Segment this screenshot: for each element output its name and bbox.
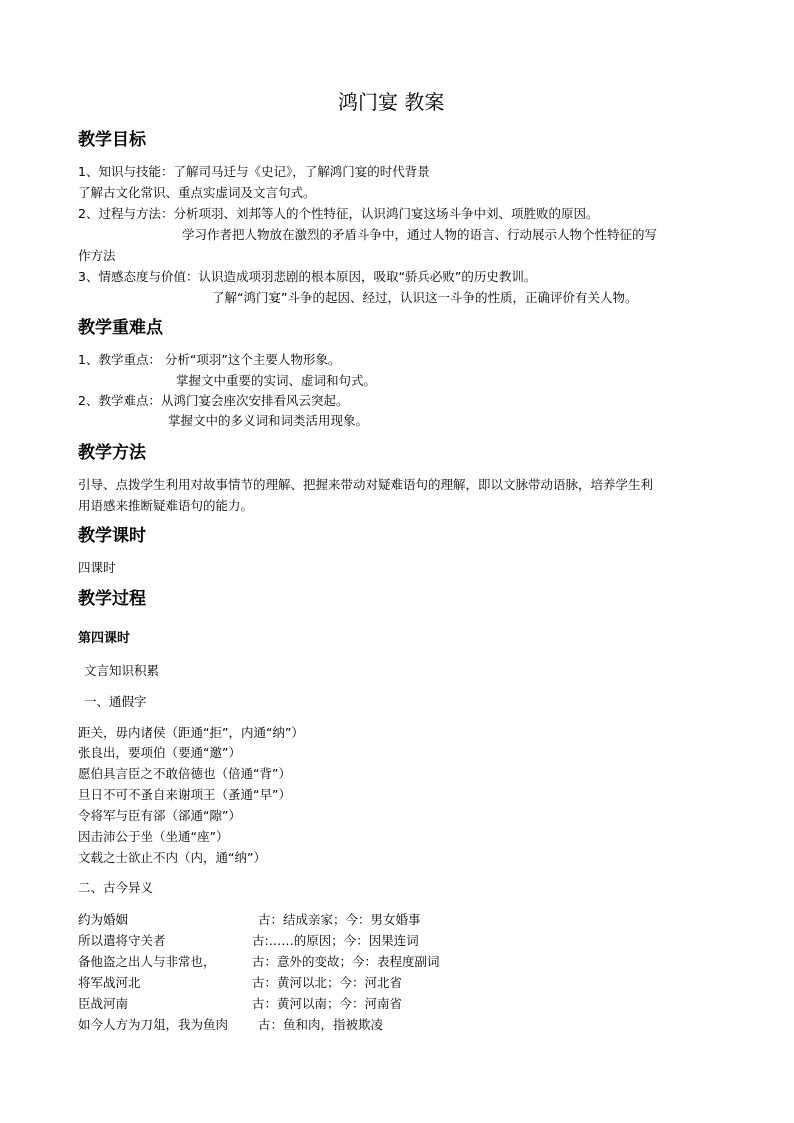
section-heading-key-points: 教学重难点 bbox=[78, 318, 163, 338]
table-cell-meaning: 古：黄河以南；今：河南省 bbox=[252, 996, 403, 1011]
goals-line: 2、过程与方法：分析项羽、刘邦等人的个性特征，认识鸿门宴这场斗争中刘、项胜败的原因。 bbox=[78, 206, 599, 221]
goals-line: 了解“鸿门宴”斗争的起因、经过，认识这一斗争的性质，正确评价有关人物。 bbox=[212, 290, 638, 305]
hours-text: 四课时 bbox=[78, 560, 116, 575]
section-heading-process: 教学过程 bbox=[78, 589, 146, 609]
goals-line: 3、情感态度与价值：认识造成项羽悲剧的根本原因，吸取“骄兵必败”的历史教训。 bbox=[78, 269, 537, 284]
key-points-line: 掌握文中的多义词和词类活用现象。 bbox=[168, 413, 369, 428]
document-title: 鸿门宴 教案 bbox=[338, 90, 445, 114]
table-cell-meaning: 古：结成亲家；今：男女婚事 bbox=[258, 912, 421, 927]
table-cell-word: 将军战河北 bbox=[78, 975, 141, 990]
table-cell-word: 所以遣将守关者 bbox=[78, 933, 166, 948]
list-item: 张良出，要项伯（要通“邀”） bbox=[78, 745, 241, 760]
topic-label: 文言知识积累 bbox=[84, 663, 160, 678]
table-cell-word: 如今人方为刀俎，我为鱼肉 bbox=[78, 1017, 229, 1032]
table-cell-word: 约为婚姻 bbox=[78, 912, 129, 927]
section-heading-method: 教学方法 bbox=[78, 443, 146, 463]
method-line: 引导、点拨学生利用对故事情节的理解、把握来带动对疑难语句的理解，即以文脉带动语脉，培养学生利 bbox=[78, 477, 654, 492]
key-points-line: 1、教学重点： 分析“项羽”这个主要人物形象。 bbox=[78, 352, 341, 367]
method-line: 用语感来推断疑难语句的能力。 bbox=[78, 498, 254, 513]
key-points-line: 掌握文中重要的实词、虚词和句式。 bbox=[176, 373, 377, 388]
table-cell-meaning: 古：黄河以北；今：河北省 bbox=[252, 975, 403, 990]
table-cell-word: 臣战河南 bbox=[78, 996, 129, 1011]
list-item: 愿伯具言臣之不敢倍德也（倍通“背”） bbox=[78, 766, 291, 781]
key-points-line: 2、教学难点：从鸿门宴会座次安排看风云突起。 bbox=[78, 393, 349, 408]
list-item: 旦日不可不蚤自来谢项王（蚤通“早”） bbox=[78, 787, 291, 802]
list-item: 距关，毋内诸侯（距通“拒”，内通“纳”） bbox=[78, 725, 304, 740]
list-item: 文载之士欲止不内（内，通“纳”） bbox=[78, 850, 266, 865]
table-cell-meaning: 古:……的原因；今：因果连词 bbox=[252, 933, 419, 948]
goals-line: 作方法 bbox=[78, 248, 116, 263]
goals-line: 1、知识与技能：了解司马迁与《史记》，了解鸿门宴的时代背景 bbox=[78, 164, 430, 179]
lesson-label: 第四课时 bbox=[78, 631, 131, 646]
part2-title: 二、古今异义 bbox=[78, 880, 154, 895]
table-cell-meaning: 古：鱼和肉，指被欺凌 bbox=[258, 1017, 384, 1032]
goals-line: 了解古文化常识、重点实虚词及文言句式。 bbox=[78, 185, 316, 200]
section-heading-goals: 教学目标 bbox=[78, 130, 146, 150]
list-item: 令将军与臣有郤（郤通“隙”） bbox=[78, 808, 241, 823]
list-item: 因击沛公于坐（坐通“座”） bbox=[78, 829, 229, 844]
part1-title: 一、通假字 bbox=[84, 694, 147, 709]
section-heading-hours: 教学课时 bbox=[78, 526, 146, 546]
table-cell-word: 备他盗之出人与非常也， bbox=[78, 954, 216, 969]
table-cell-meaning: 古：意外的变故；今：表程度副词 bbox=[252, 954, 440, 969]
goals-line: 学习作者把人物放在激烈的矛盾斗争中，通过人物的语言、行动展示人物个性特征的写 bbox=[182, 227, 658, 242]
